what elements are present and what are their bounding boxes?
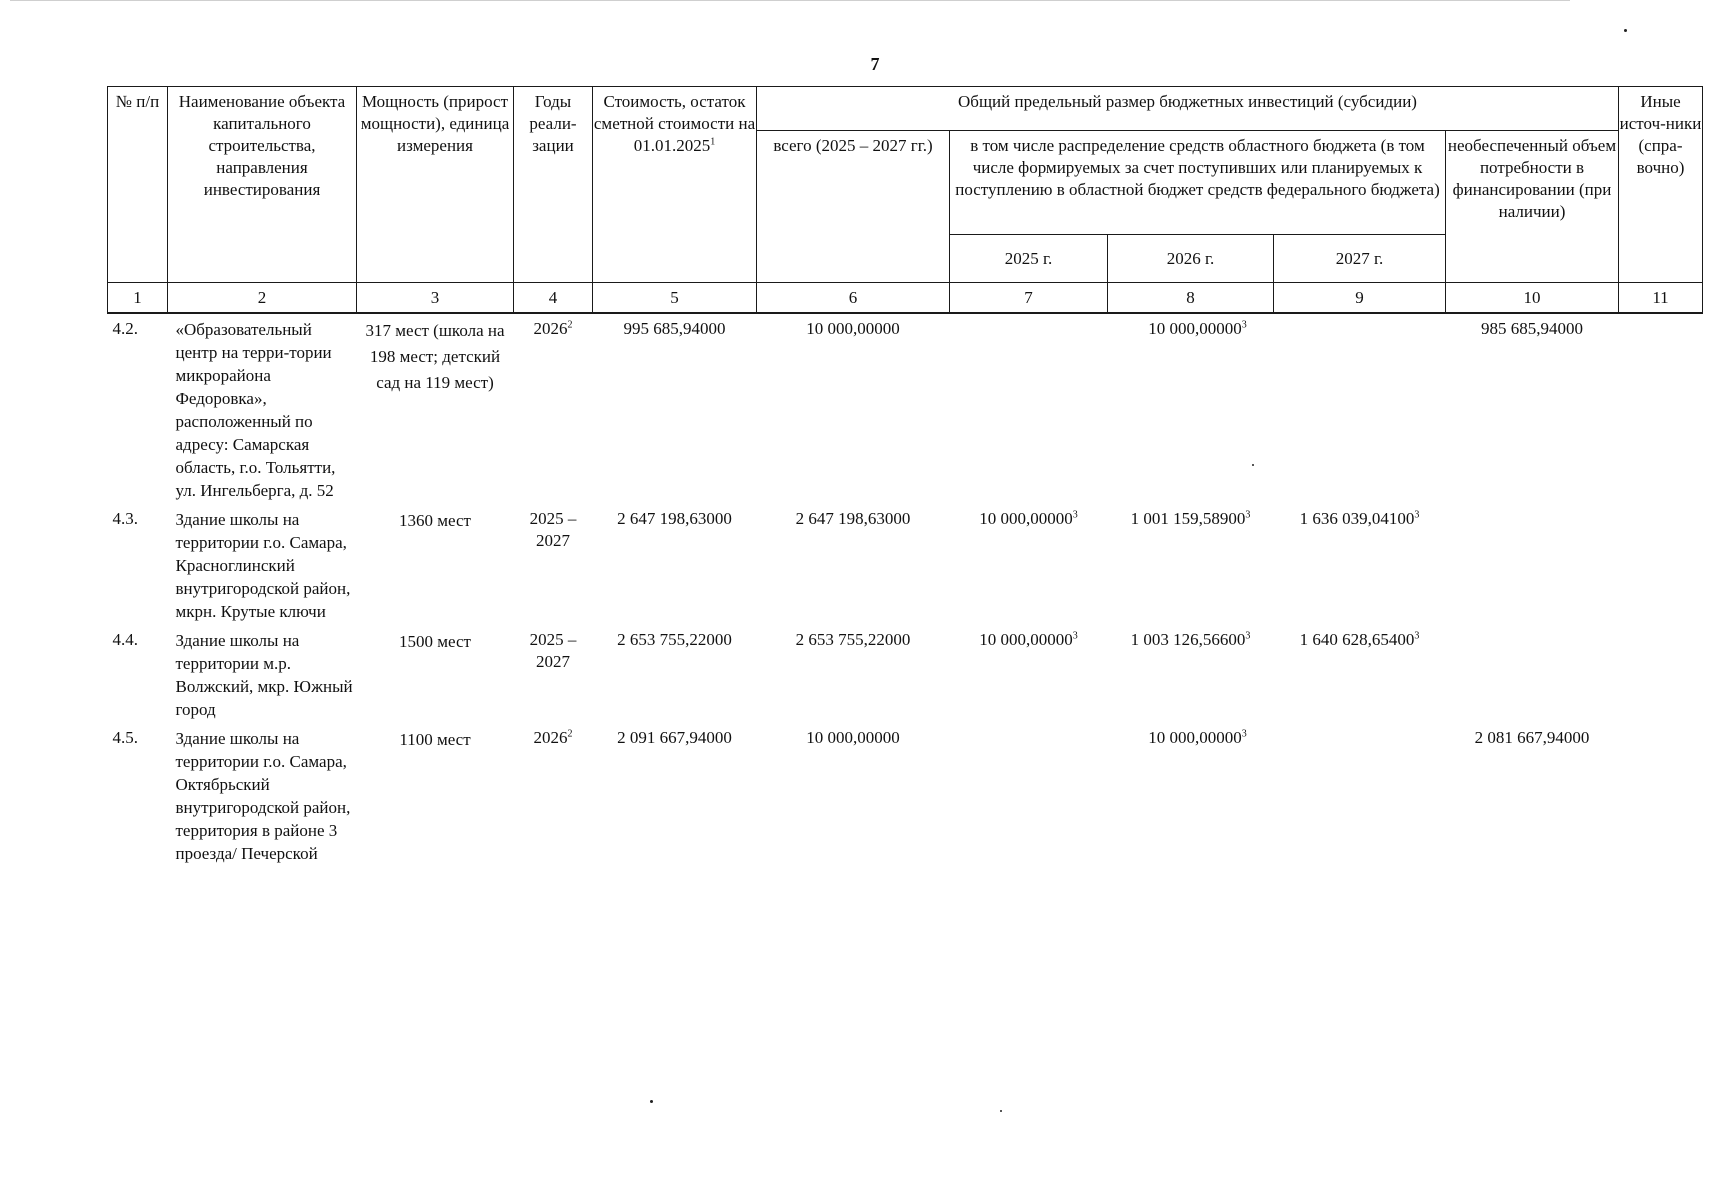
- years-footnote: 2: [567, 319, 573, 331]
- header-cost-footnote: 1: [710, 136, 716, 148]
- budget-2027-footnote: 3: [1414, 630, 1420, 642]
- total: 2 647 198,63000: [795, 509, 911, 528]
- budget-2026-footnote: 3: [1245, 630, 1251, 642]
- years-text: 2025 – 2027: [529, 509, 577, 550]
- budget-2025-value: 10 000,00000: [979, 630, 1073, 649]
- table-header: [108, 87, 1703, 314]
- column-number: 2: [168, 283, 357, 314]
- investment-table: [107, 86, 1703, 867]
- budget-2025-2027-merged: [950, 723, 1446, 867]
- object-name: Здание школы на территории г.о. Самара, Октябрьский внутригородской район, территория в районе 3 проезда/ Печерской: [175, 729, 351, 863]
- scan-speck: [1000, 1110, 1002, 1112]
- header-object-name: Наименование объекта капитального строительства, направления инвестирования: [168, 87, 357, 283]
- header-regional-budget: в том числе распределение средств областного бюджета (в том числе формируемых за счет поступивших или планируемых к поступлению в областной бюджет средств федерального бюджета): [950, 131, 1446, 235]
- row-number: 4.3.: [112, 509, 138, 528]
- header-years: Годы реали-зации: [514, 87, 593, 283]
- years-text: 2026: [533, 319, 568, 338]
- other-sources: [1619, 313, 1703, 504]
- cost: 2 647 198,63000: [617, 509, 732, 528]
- table-row: [108, 723, 1703, 867]
- column-number: 6: [757, 283, 950, 314]
- budget-2026-value: 1 003 126,56600: [1130, 630, 1246, 649]
- total: 10 000,00000: [806, 319, 900, 338]
- budget-2027-footnote: 3: [1414, 509, 1420, 521]
- total: 10 000,00000: [806, 728, 900, 747]
- capacity: 1500 мест: [399, 632, 471, 651]
- budget-2026-footnote: 3: [1245, 509, 1251, 521]
- budget-2027: [1274, 625, 1446, 723]
- total: 2 653 755,22000: [795, 630, 911, 649]
- column-number: 10: [1446, 283, 1619, 314]
- header-unfunded: необеспеченный объем потребности в финансировании (при наличии): [1446, 131, 1619, 283]
- cost: 2 091 667,94000: [617, 728, 732, 747]
- budget-2026-value: 1 001 159,58900: [1130, 509, 1246, 528]
- scan-speck: [1624, 29, 1627, 32]
- table-row: [108, 625, 1703, 723]
- unfunded: [1446, 625, 1619, 723]
- other-sources: [1619, 625, 1703, 723]
- merged-footnote: 3: [1241, 319, 1247, 331]
- page-number: 7: [870, 54, 880, 74]
- unfunded: 2 081 667,94000: [1474, 728, 1590, 747]
- column-number: 7: [950, 283, 1108, 314]
- merged-value: 10 000,00000: [1148, 319, 1242, 338]
- capacity: 1360 мест: [399, 511, 471, 530]
- budget-2025-footnote: 3: [1072, 509, 1078, 521]
- header-cost-text: Стоимость, остаток сметной стоимости на 01.01.2025: [593, 92, 756, 155]
- header-total: всего (2025 – 2027 гг.): [757, 131, 950, 283]
- table-row: [108, 313, 1703, 504]
- years-footnote: 2: [567, 728, 573, 740]
- budget-2025: [950, 625, 1108, 723]
- years: [514, 723, 593, 867]
- column-number: 11: [1619, 283, 1703, 314]
- other-sources: [1619, 723, 1703, 867]
- header-year-2027: 2027 г.: [1274, 235, 1446, 283]
- header-cost: [593, 87, 757, 283]
- budget-2027: [1274, 504, 1446, 625]
- header-number: № п/п: [108, 87, 168, 283]
- budget-2027-value: 1 636 039,04100: [1299, 509, 1415, 528]
- years: [514, 504, 593, 625]
- column-number: 3: [357, 283, 514, 314]
- unfunded: [1446, 504, 1619, 625]
- scan-speck: [650, 1100, 653, 1103]
- budget-2025: [950, 504, 1108, 625]
- budget-2025-2027-merged: [950, 313, 1446, 504]
- years-text: 2025 – 2027: [529, 630, 577, 671]
- cost: 2 653 755,22000: [617, 630, 732, 649]
- years: [514, 625, 593, 723]
- capacity: 317 мест (школа на 198 мест; детский сад на 119 мест): [365, 321, 505, 392]
- years-text: 2026: [533, 728, 568, 747]
- header-other-sources: Иные источ-ники (спра-вочно): [1619, 87, 1703, 283]
- header-year-2025: 2025 г.: [950, 235, 1108, 283]
- column-number: 1: [108, 283, 168, 314]
- scan-top-edge: [10, 0, 1570, 1]
- object-name: «Образовательный центр на терри-тории микрорайона Федоровка», расположенный по адресу: Самарская область, г.о. Тольятти, ул. Ингельберга, д. 52: [175, 320, 336, 500]
- merged-footnote: 3: [1241, 728, 1247, 740]
- header-investment-group: Общий предельный размер бюджетных инвестиций (субсидии): [757, 87, 1619, 131]
- budget-2026: [1108, 504, 1274, 625]
- header-year-2026: 2026 г.: [1108, 235, 1274, 283]
- row-number: 4.5.: [112, 728, 138, 747]
- unfunded: 985 685,94000: [1481, 319, 1583, 338]
- cost: 995 685,94000: [623, 319, 726, 338]
- object-name: Здание школы на территории г.о. Самара, Красноглинский внутригородской район, мкрн. Крутые ключи: [175, 510, 351, 621]
- table-row: [108, 504, 1703, 625]
- column-number-row: [108, 283, 1703, 314]
- column-number: 4: [514, 283, 593, 314]
- budget-2026: [1108, 625, 1274, 723]
- capacity: 1100 мест: [399, 730, 471, 749]
- column-number: 9: [1274, 283, 1446, 314]
- budget-2027-value: 1 640 628,65400: [1299, 630, 1415, 649]
- budget-2025-value: 10 000,00000: [979, 509, 1073, 528]
- budget-2025-footnote: 3: [1072, 630, 1078, 642]
- column-number: 8: [1108, 283, 1274, 314]
- other-sources: [1619, 504, 1703, 625]
- row-number: 4.2.: [112, 319, 138, 338]
- years: [514, 313, 593, 504]
- object-name: Здание школы на территории м.р. Волжский, мкр. Южный город: [175, 631, 353, 719]
- merged-value: 10 000,00000: [1148, 728, 1242, 747]
- column-number: 5: [593, 283, 757, 314]
- row-number: 4.4.: [112, 630, 138, 649]
- header-capacity: Мощность (прирост мощности), единица измерения: [357, 87, 514, 283]
